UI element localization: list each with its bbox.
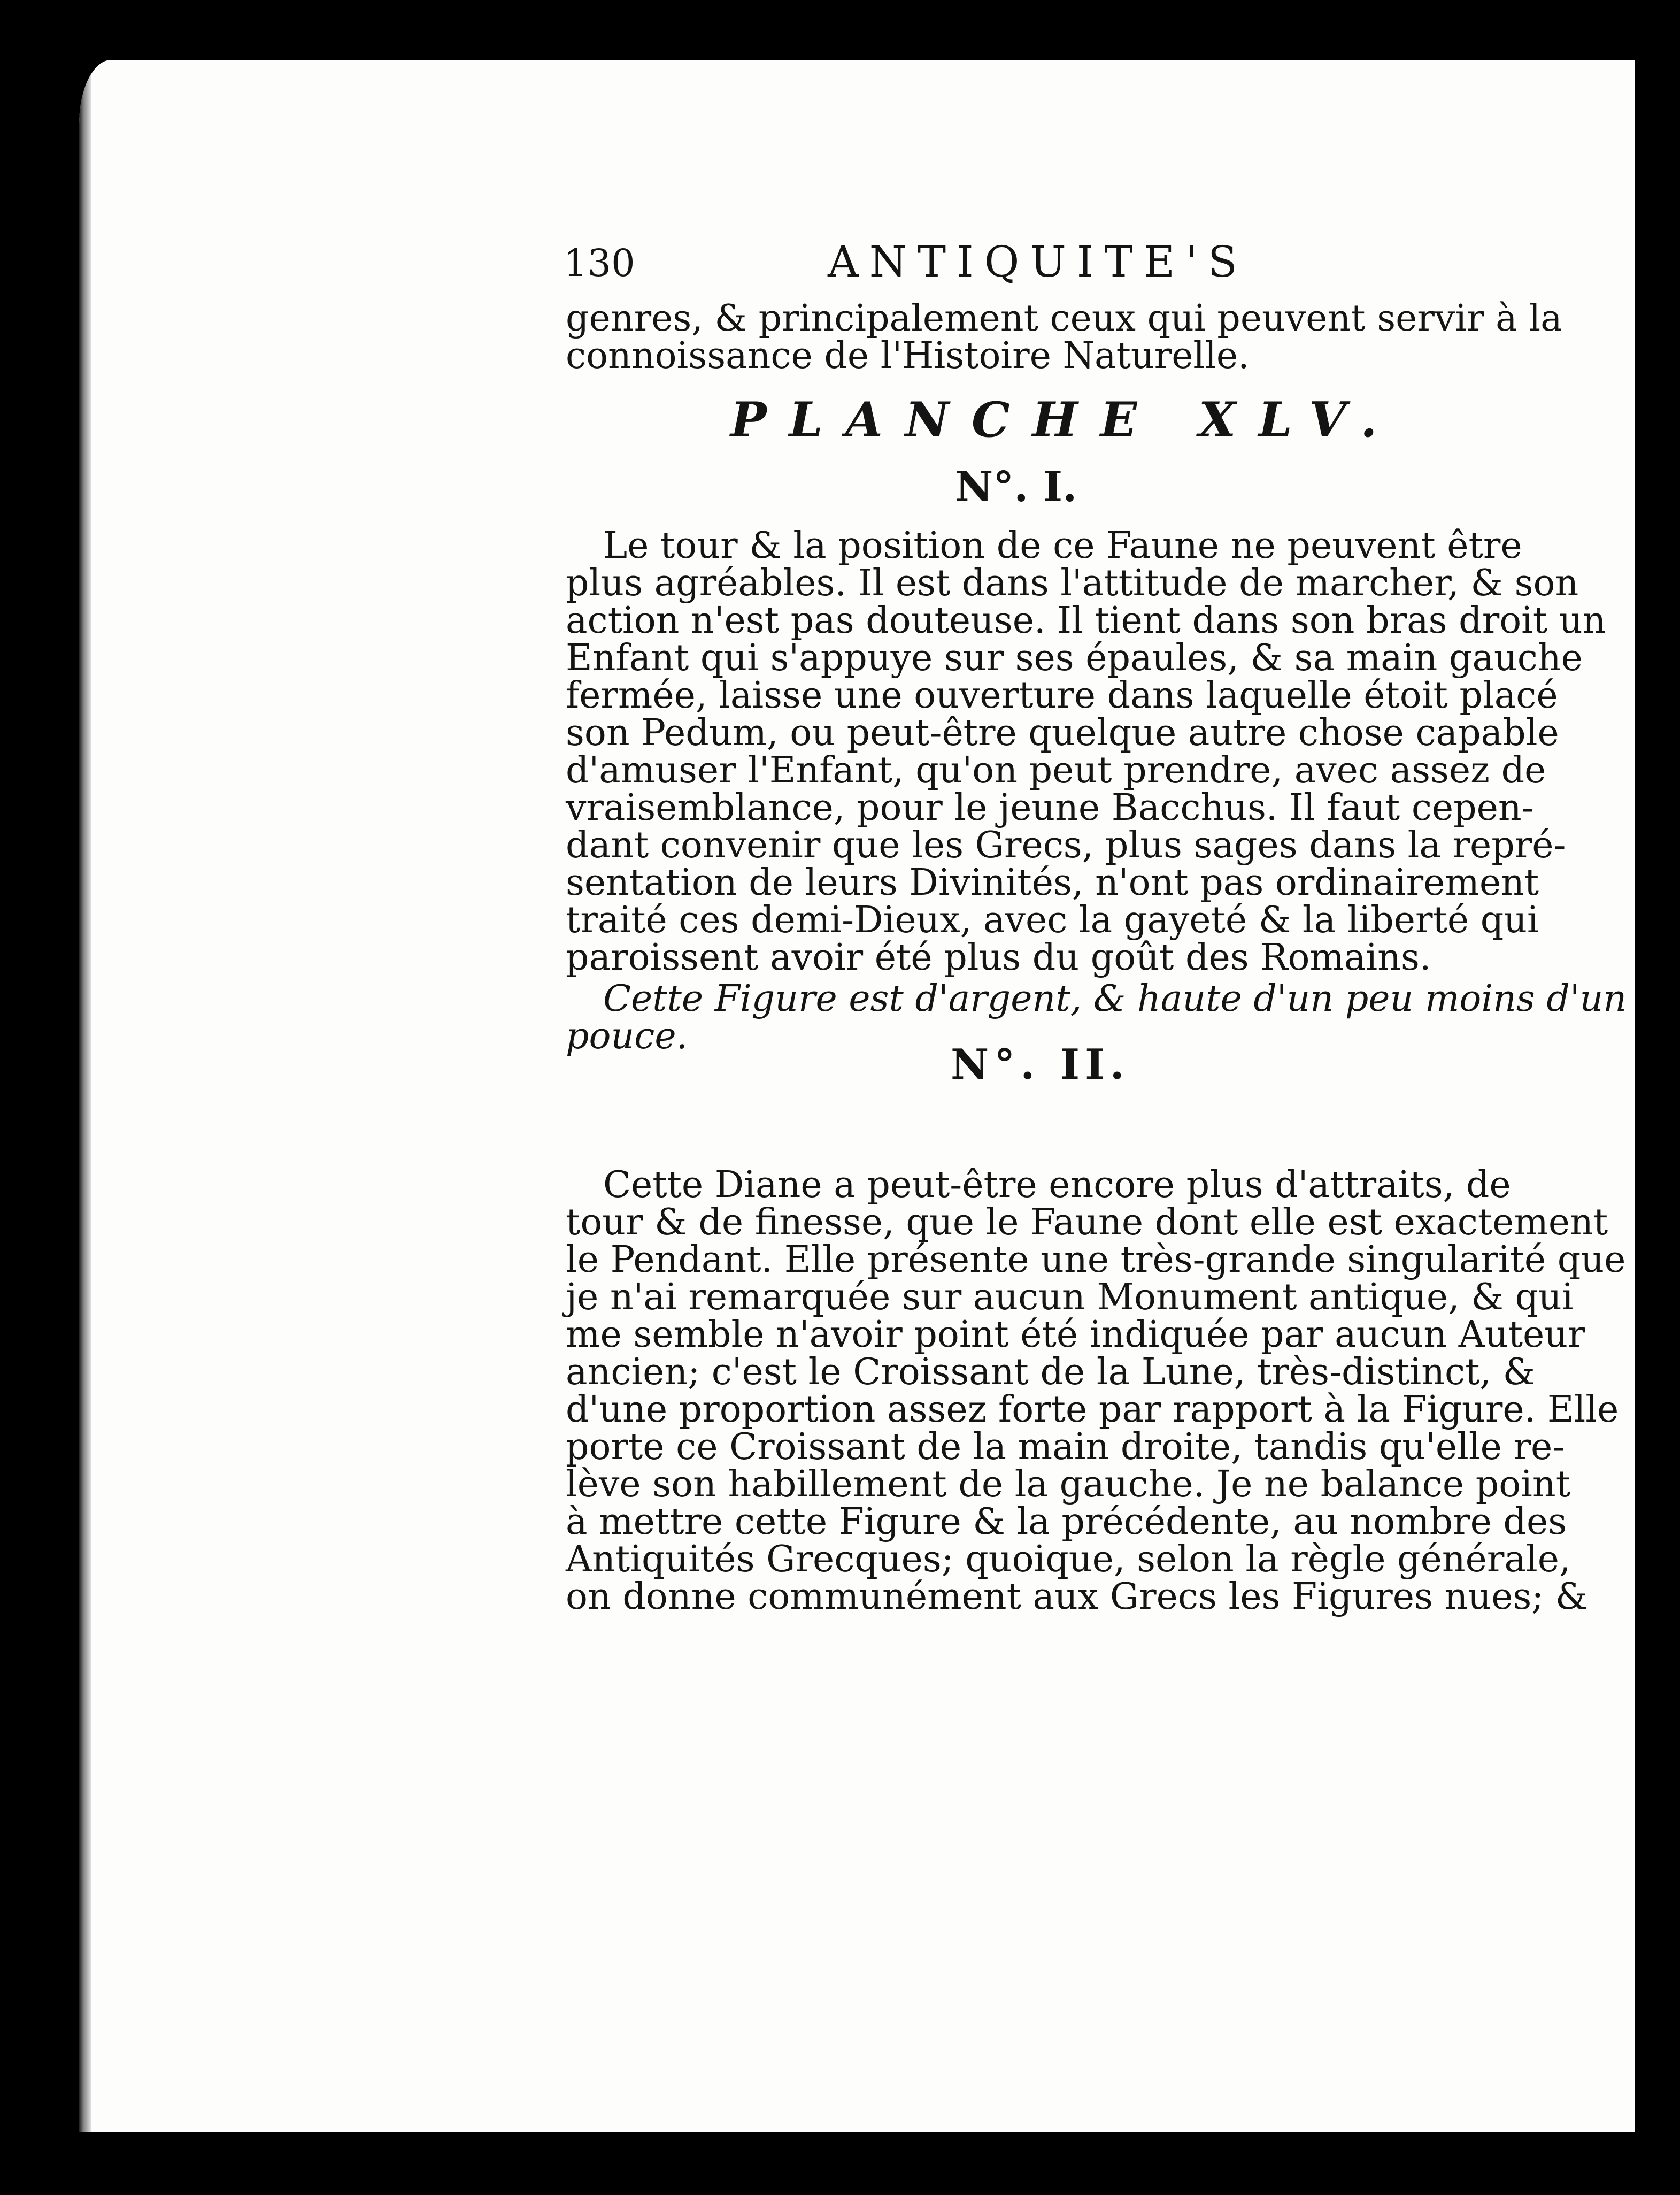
section-2-line-2: tour & de finesse, que le Faune dont elle est exactement bbox=[566, 1201, 1608, 1244]
section-2-line-10: à mettre cette Figure & la précédente, au nombre des bbox=[566, 1501, 1567, 1543]
section-1-line-12: paroissent avoir été plus du goût des Romains. bbox=[566, 937, 1431, 979]
figure-caption-line-1: Cette Figure est d'argent, & haute d'un peu moins d'un bbox=[603, 978, 1627, 1020]
section-2-line-9: lève son habillement de la gauche. Je ne balance point bbox=[566, 1463, 1571, 1506]
book-page bbox=[79, 60, 1635, 2132]
running-title: ANTIQUITE'S bbox=[828, 237, 1248, 287]
section-2-line-12: on donne communément aux Grecs les Figures nues; & bbox=[566, 1576, 1588, 1618]
page-spine-shadow bbox=[79, 60, 91, 2132]
section-1-line-7: d'amuser l'Enfant, qu'on peut prendre, avec assez de bbox=[566, 749, 1546, 792]
section-1-line-4: Enfant qui s'appuye sur ses épaules, & sa main gauche bbox=[566, 637, 1583, 679]
section-1-heading: N°. I. bbox=[955, 463, 1077, 511]
section-1-line-9: dant convenir que les Grecs, plus sages dans la repré- bbox=[566, 824, 1566, 866]
section-1-line-11: traité ces demi-Dieux, avec la gayeté & la liberté qui bbox=[566, 899, 1539, 941]
section-2-line-1: Cette Diane a peut-être encore plus d'attraits, de bbox=[603, 1164, 1511, 1206]
intro-line-1: genres, & principalement ceux qui peuvent servir à la bbox=[566, 297, 1562, 340]
section-1-line-10: sentation de leurs Divinités, n'ont pas ordinairement bbox=[566, 862, 1539, 904]
page-number: 130 bbox=[564, 241, 635, 285]
section-1-line-2: plus agréables. Il est dans l'attitude de marcher, & son bbox=[566, 562, 1579, 604]
section-2-line-11: Antiquités Grecques; quoique, selon la règle générale, bbox=[566, 1538, 1571, 1580]
section-2-line-8: porte ce Croissant de la main droite, tandis qu'elle re- bbox=[566, 1426, 1565, 1468]
section-1-line-6: son Pedum, ou peut-être quelque autre chose capable bbox=[566, 712, 1559, 754]
section-2-heading: N°. II. bbox=[951, 1040, 1130, 1089]
section-1-line-5: fermée, laisse une ouverture dans laquelle étoit placé bbox=[566, 674, 1558, 717]
section-2-line-7: d'une proportion assez forte par rapport à la Figure. Elle bbox=[566, 1388, 1619, 1431]
intro-line-2: connoissance de l'Histoire Naturelle. bbox=[566, 335, 1250, 377]
section-2-line-4: je n'ai remarquée sur aucun Monument antique, & qui bbox=[566, 1276, 1574, 1318]
section-1-line-3: action n'est pas douteuse. Il tient dans son bras droit un bbox=[566, 600, 1606, 642]
figure-caption-line-2: pouce. bbox=[566, 1015, 688, 1057]
plate-heading: PLANCHE XLV. bbox=[730, 392, 1400, 448]
section-2-line-5: me semble n'avoir point été indiquée par aucun Auteur bbox=[566, 1314, 1585, 1356]
section-2-line-3: le Pendant. Elle présente une très-grande singularité que bbox=[566, 1239, 1626, 1281]
section-1-line-1: Le tour & la position de ce Faune ne peuvent être bbox=[603, 525, 1522, 567]
section-2-line-6: ancien; c'est le Croissant de la Lune, très-distinct, & bbox=[566, 1351, 1536, 1393]
section-1-line-8: vraisemblance, pour le jeune Bacchus. Il faut cepen- bbox=[566, 787, 1534, 829]
